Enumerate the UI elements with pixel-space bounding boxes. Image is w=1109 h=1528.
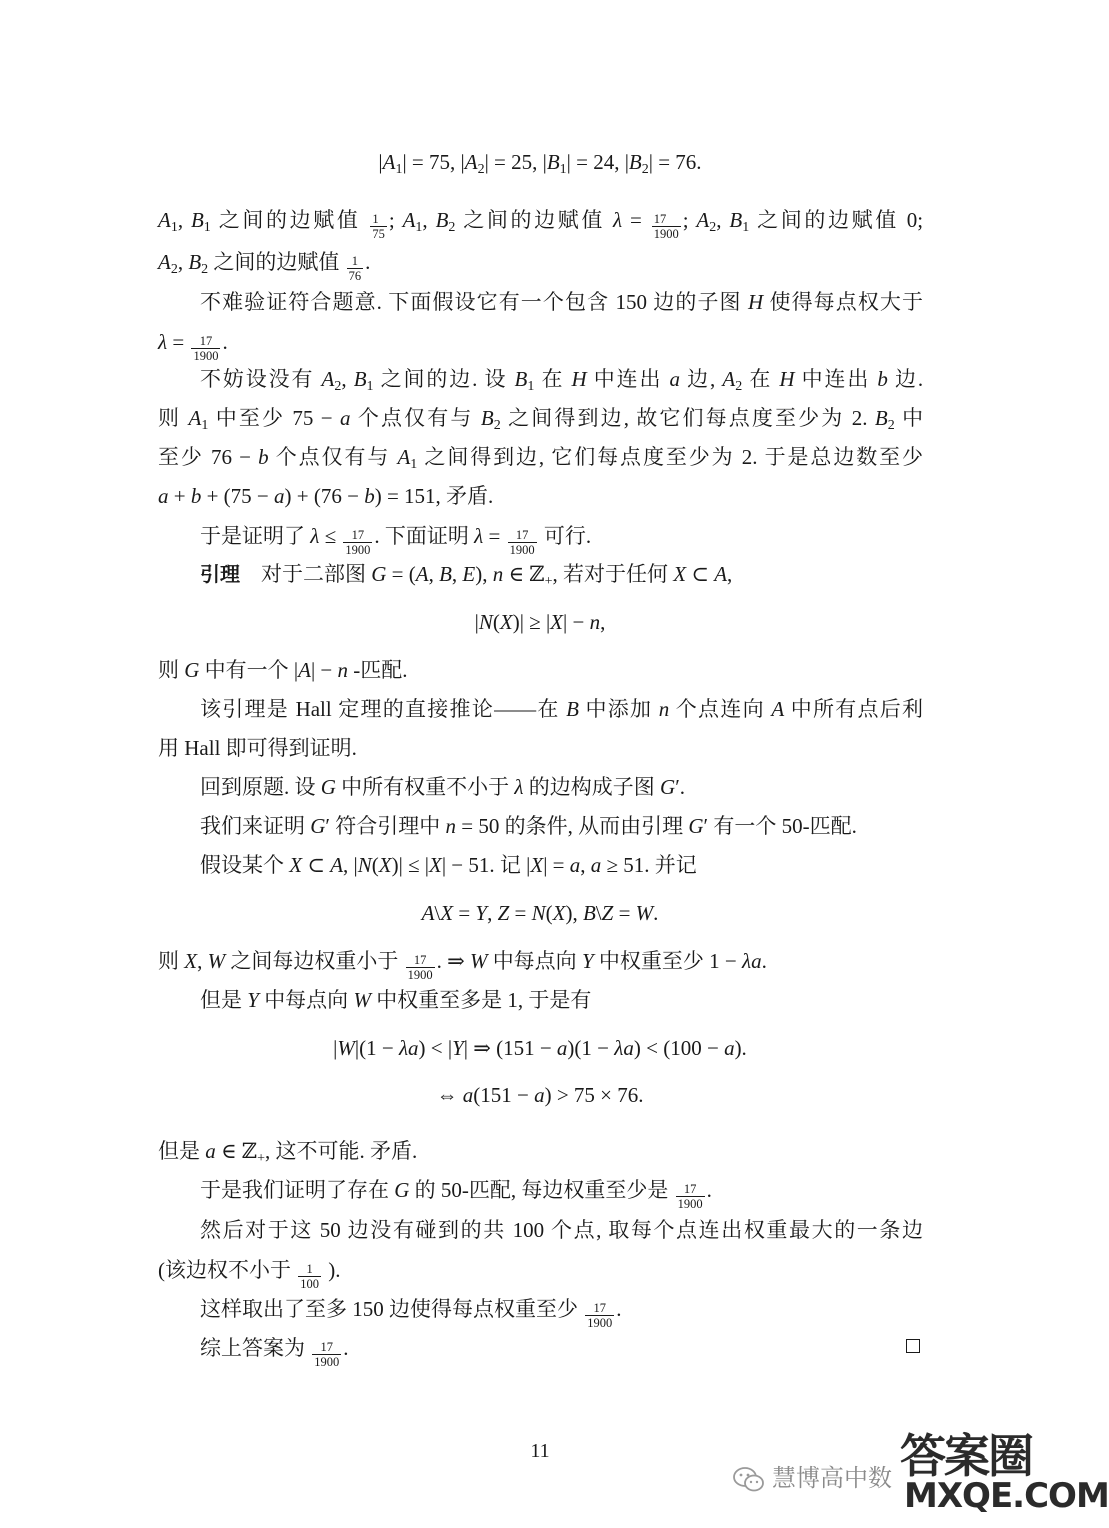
paragraph-suppose: 假设某个 X ⊂ A, |N(X)| ≤ |X| − 51. 记 |X| = a, a ≥ 51. 并记 xyxy=(200,853,697,877)
paragraph-hall-line2: 用 Hall 即可得到证明. xyxy=(158,736,357,760)
paragraph-edge-values-line1: $A_1$, $B_1$ 之间的边赋值 $\frac{1}{75}$ ; $A_1$, $B_2$ 之间的边赋值 λ = $\frac{17}{1900}$ ; $A_2$, $B_1$ 之间的边赋值 0; xyxy=(158,208,924,241)
paragraph-back-to-problem: 回到原题. 设 G 中所有权重不小于 λ 的边构成子图 G′. xyxy=(200,775,686,799)
paragraph-wlog-line4: a + b + (75 − a) + (76 − b) = 151, 矛盾. xyxy=(158,484,494,508)
paragraph-lambda-bound: 于是证明了 λ ≤ $\frac{17}{1900}$ . 下面证明 λ = $\frac{17}{1900}$ 可行. xyxy=(200,524,592,557)
fraction-1-100: $\frac{1}{100}$ xyxy=(300,1262,319,1291)
paragraph-weight-less: 则 X, W 之间每边权重小于 $\frac{17}{1900}$ . ⇒ W 中每点向 Y 中权重至少 1 − λa. xyxy=(158,949,767,982)
paragraph-verify-line1: 不难验证符合题意. 下面假设它有一个包含 150 边的子图 H 使得每点权大于 xyxy=(200,290,924,314)
lemma-statement: 引理 对于二部图 G = (A, B, E), n ∈ ℤ$_+$, 若对于任何 X ⊂ A, xyxy=(200,562,733,589)
fraction-17-1900: $\frac{17}{1900}$ xyxy=(653,212,679,241)
paragraph-contradiction: 但是 a ∈ ℤ$_+$, 这不可能. 矛盾. xyxy=(158,1139,418,1166)
equation-inequality-2: ⇔ a(151 − a) > 75 × 76. xyxy=(436,1083,644,1107)
page-number: 11 xyxy=(530,1440,550,1462)
paragraph-wlog-line1: 不妨设没有 $A_2$, $B_1$ 之间的边. 设 $B_1$ 在 H 中连出 a 边, $A_2$ 在 H 中连出 b 边. xyxy=(200,367,924,394)
paragraph-wlog-line2: 则 $A_1$ 中至少 75 − a 个点仅有与 $B_2$ 之间得到边, 故它们每点度至少为 2. $B_2$ 中 xyxy=(158,406,924,433)
wechat-watermark-text: 慧博高中数 xyxy=(772,1464,892,1492)
equation-inequality-1: |W|(1 − λa) < |Y| ⇒ (151 − a)(1 − λa) < (100 − a). xyxy=(333,1036,747,1060)
paragraph-edge-values-line2: $A_2$, $B_2$ 之间的边赋值 $\frac{1}{76}$ . xyxy=(158,250,371,283)
equation-set-sizes: $|A_1| = 75$, $|A_2| = 25$, $|B_1| = 24$, $|B_2| = 76$. xyxy=(378,150,702,177)
lemma-label: 引理 xyxy=(200,562,240,586)
fraction-1-75: $\frac{1}{75}$ xyxy=(372,212,385,241)
brand-watermark-bottom: MXQE.COM xyxy=(904,1476,1109,1516)
paragraph-taken-edges: 这样取出了至多 150 边使得每点权重至少 $\frac{17}{1900}$ . xyxy=(200,1297,622,1330)
paragraph-prove-condition: 我们来证明 G′ 符合引理中 n = 50 的条件, 从而由引理 G′ 有一个 50-匹配. xyxy=(200,814,857,838)
paragraph-remaining-line2: (该边权不小于 $\frac{1}{100}$ ). xyxy=(158,1258,341,1291)
qed-square-icon xyxy=(906,1339,920,1353)
paragraph-wlog-line3: 至少 76 − b 个点仅有与 $A_1$ 之间得到边, 它们每点度至少为 2. 于是总边数至少 xyxy=(158,445,924,472)
paragraph-matching-conclusion: 则 G 中有一个 |A| − n -匹配. xyxy=(158,658,408,682)
paragraph-remaining-line1: 然后对于这 50 边没有碰到的共 100 个点, 取每个点连出权重最大的一条边 xyxy=(200,1218,923,1242)
equation-definitions: A\X = Y, Z = N(X), B\Z = W. xyxy=(421,901,659,925)
brand-watermark-top: 答案圈 xyxy=(900,1429,1032,1483)
paragraph-final-answer: 综上答案为 $\frac{17}{1900}$ . xyxy=(200,1336,349,1369)
paragraph-verify-line2: λ = $\frac{17}{1900}$ . xyxy=(158,330,228,363)
wechat-icon xyxy=(732,1466,766,1494)
paragraph-weight-most: 但是 Y 中每点向 W 中权重至多是 1, 于是有 xyxy=(200,988,592,1012)
equation-hall-condition: |N(X)| ≥ |X| − n, xyxy=(474,610,606,634)
paragraph-hall-line1: 该引理是 Hall 定理的直接推论——在 B 中添加 n 个点连向 A 中所有点后利 xyxy=(200,697,924,721)
fraction-1-76: $\frac{1}{76}$ xyxy=(348,254,362,283)
paragraph-matching-exists: 于是我们证明了存在 G 的 50-匹配, 每边权重至少是 $\frac{17}{1900}$ . xyxy=(200,1178,712,1211)
